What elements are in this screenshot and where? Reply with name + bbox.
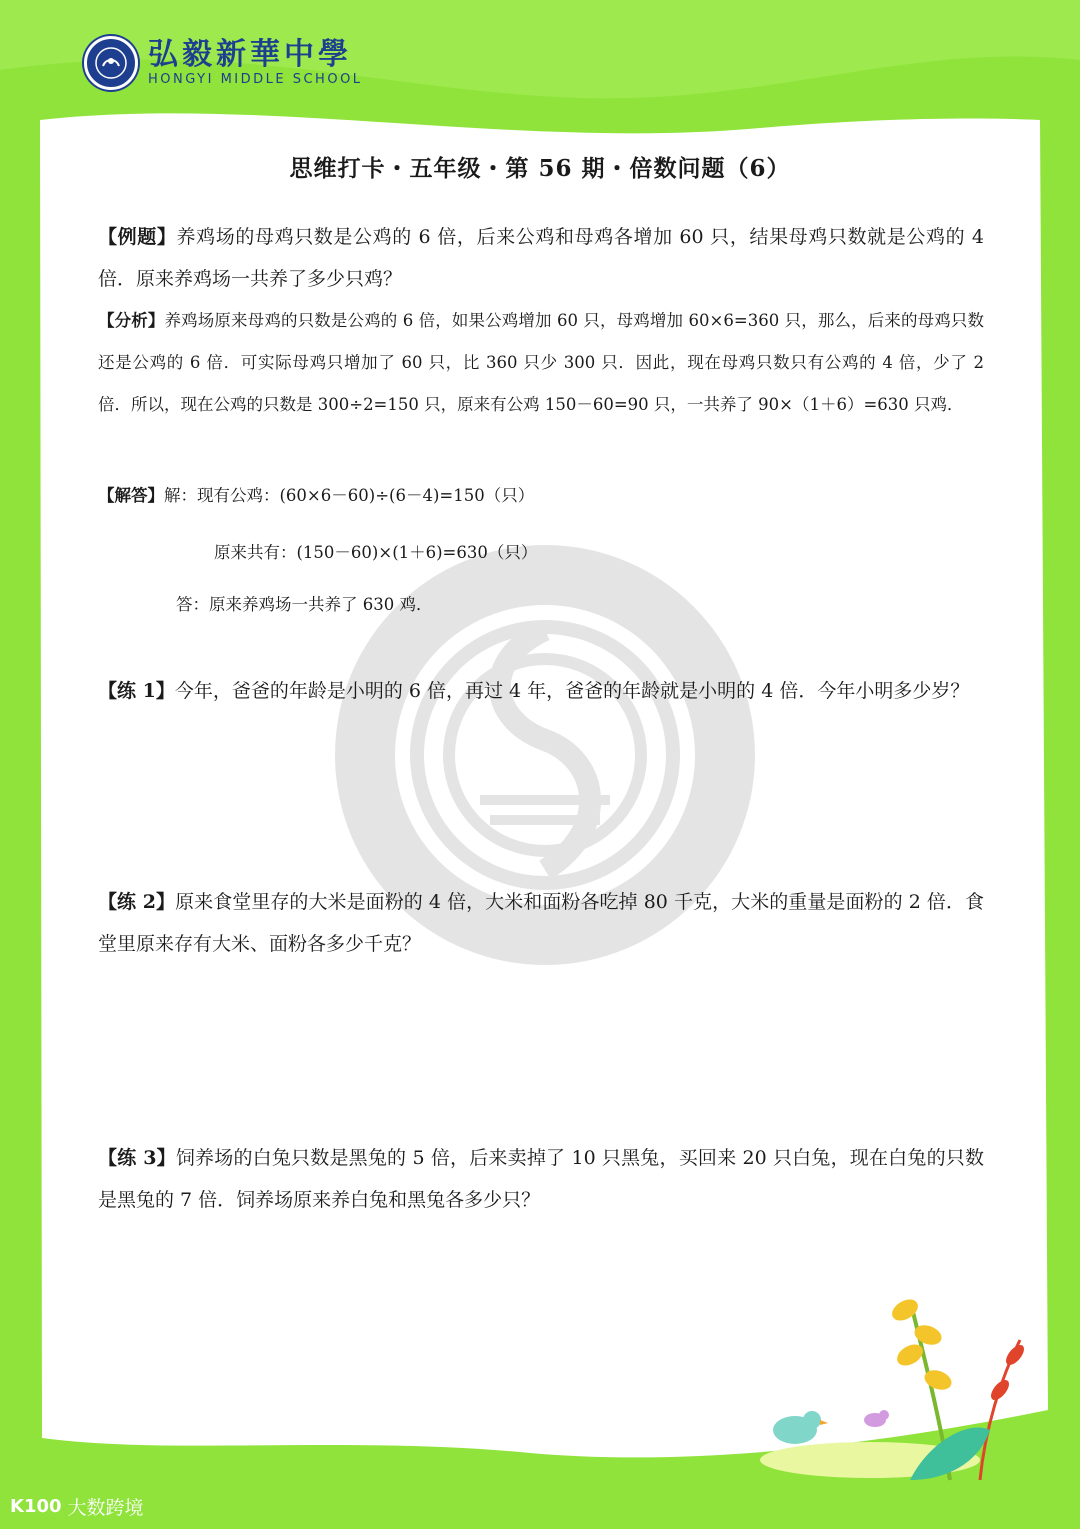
- plant-birds-decoration: [750, 1280, 1050, 1500]
- practice-2-text: 原来食堂里存的大米是面粉的 4 倍，大米和面粉各吃掉 80 千克，大米的重量是面粉的 2 倍．食堂里原来存有大米、面粉各多少千克？: [98, 891, 984, 955]
- answer-line-1: [98, 481, 534, 511]
- school-logo: [84, 36, 363, 90]
- example-problem: [98, 216, 984, 300]
- practice-2: [98, 881, 984, 965]
- practice-1-text: 今年，爸爸的年龄是小明的 6 倍，再过 4 年，爸爸的年龄就是小明的 4 倍．今年小明多少岁？: [174, 680, 970, 702]
- practice-3-tag: 【练 3】: [98, 1147, 176, 1169]
- practice-1-tag: 【练 1】: [98, 680, 175, 702]
- practice-1: [98, 670, 984, 712]
- footer-brand: [10, 1493, 144, 1520]
- school-name-en: HONGYI MIDDLE SCHOOL: [148, 72, 363, 87]
- analysis-text: 养鸡场原来母鸡的只数是公鸡的 6 倍，如果公鸡增加 60 只，母鸡增加 60×6=360 只，那么，后来的母鸡只数还是公鸡的 6 倍．可实际母鸡只增加了 60 只，比 360 只少 300 只．因此，现在母鸡只数只有公鸡的 4 倍，少了 2 倍．所以，现在公鸡的只数是 300÷2=150 只，原来有公鸡 150－60=90 只，一共养了 90×（1＋6）=630 只鸡．: [98, 311, 985, 414]
- answer-step-2: 原来共有：(150－60)×(1＋6)=630（只）: [214, 543, 538, 562]
- footer-brand-text: 大数跨境: [67, 1497, 144, 1519]
- practice-3: [98, 1137, 984, 1221]
- example-text: 养鸡场的母鸡只数是公鸡的 6 倍，后来公鸡和母鸡各增加 60 只，结果母鸡只数就是公鸡的 4 倍．原来养鸡场一共养了多少只鸡？: [98, 226, 984, 290]
- practice-3-text: 饲养场的白兔只数是黑兔的 5 倍，后来卖掉了 10 只黑兔，买回来 20 只白兔，现在白兔的只数是黑兔的 7 倍．饲养场原来养白兔和黑兔各多少只？: [98, 1147, 984, 1211]
- answer-step-1: 解：现有公鸡：(60×6－60)÷(6－4)=150（只）: [164, 486, 535, 505]
- analysis-tag: 【分析】: [98, 311, 165, 330]
- school-name-cn: 弘毅新華中學: [148, 37, 352, 72]
- answer-conclusion: 答：原来养鸡场一共养了 630 鸡．: [176, 595, 433, 614]
- answer-tag: 【解答】: [98, 486, 164, 505]
- footer-brand-logo: K100: [10, 1496, 62, 1517]
- school-badge-icon: [84, 36, 138, 90]
- practice-2-tag: 【练 2】: [98, 891, 176, 913]
- analysis-section: [98, 300, 984, 426]
- page-title: 思维打卡・五年级・第 56 期・倍数问题（6）: [289, 155, 791, 182]
- example-tag: 【例题】: [98, 226, 177, 248]
